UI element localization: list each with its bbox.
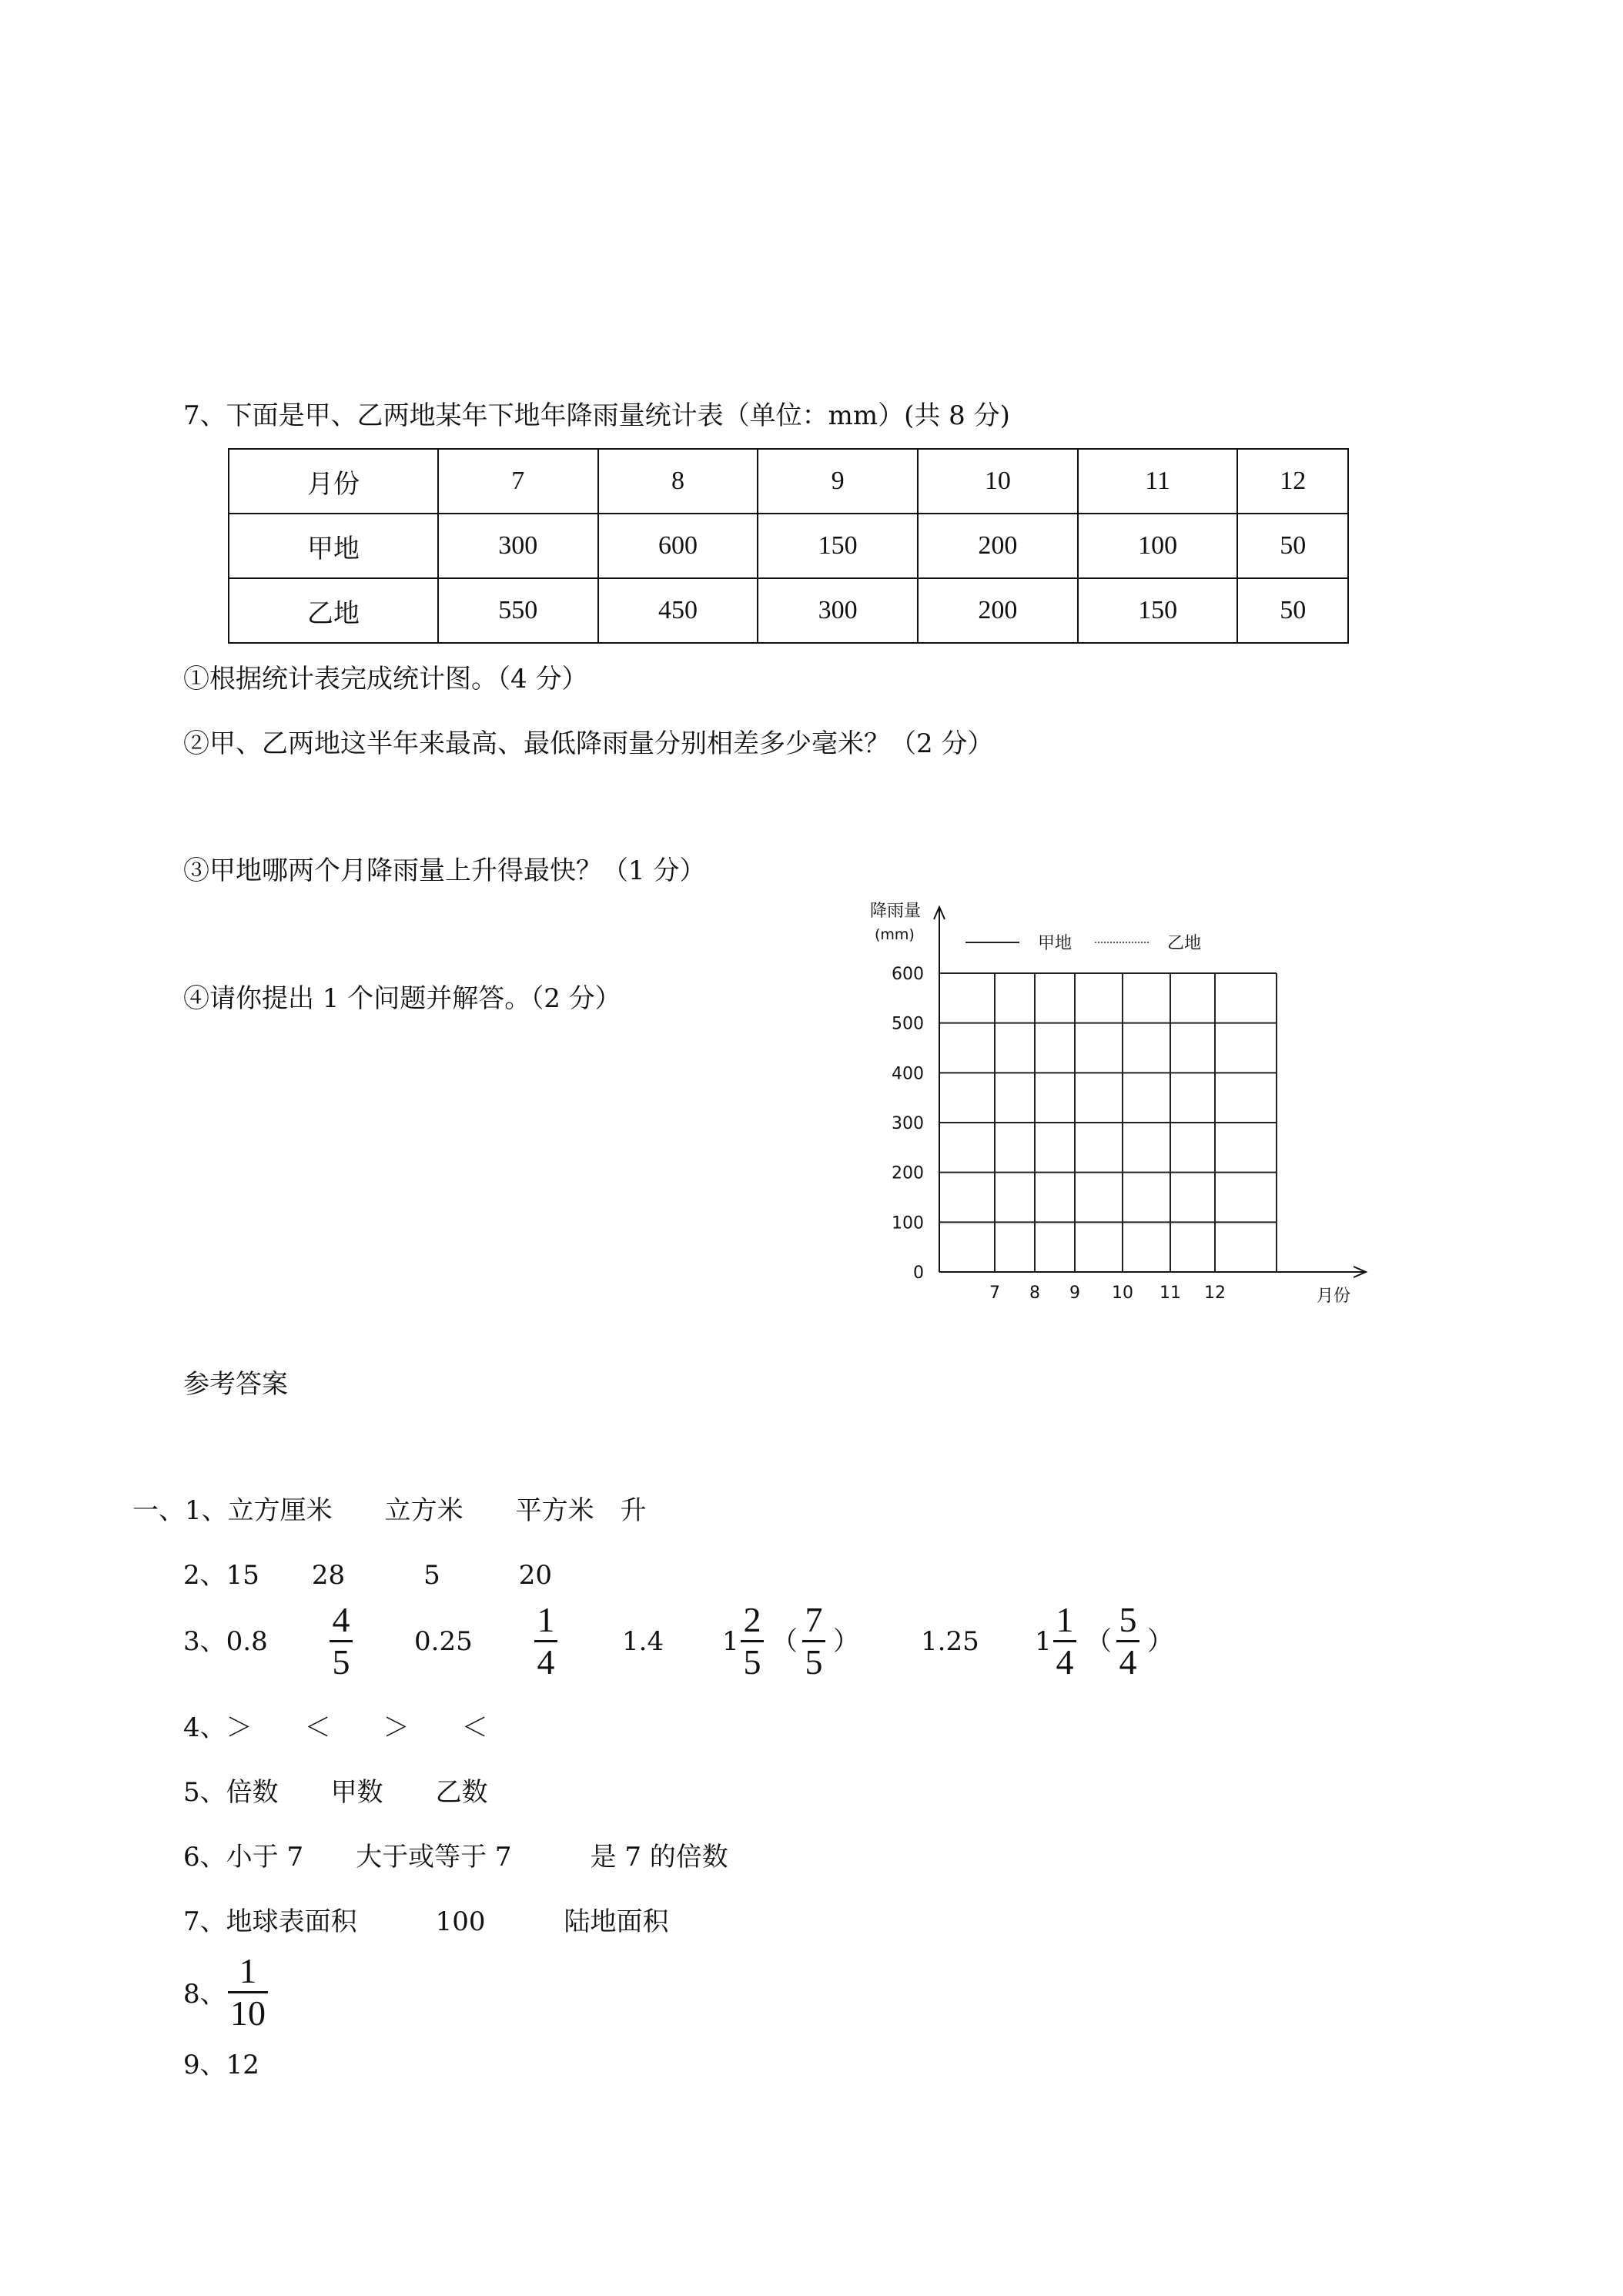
fraction [1053,1602,1076,1681]
rainfall-table [228,448,1349,644]
fraction-numerator: 2 [743,1600,761,1639]
table-row [229,449,1348,514]
table-cell: 9 [758,449,918,514]
answer-1: 一、1、立方厘米 立方米 平方米 升 [132,1495,647,1526]
table-cell: 7 [438,449,598,514]
fraction [741,1602,764,1681]
table-cell: 12 [1237,449,1348,514]
paren-close: ） [1147,1626,1173,1657]
answers-heading: 参考答案 [183,1369,288,1400]
answer-5: 5、倍数 甲数 乙数 [183,1777,488,1808]
mixed-number-whole: 1 [722,1626,739,1657]
x-tick-label: 11 [1160,1284,1181,1303]
fraction [228,1953,268,2032]
answer-8-prefix: 8、 [183,1979,226,2010]
legend-label: 甲地 [1038,934,1073,953]
sub-question-1: ①根据统计表完成统计图。（4 分） [183,664,588,694]
answer-9: 9、12 [183,2050,259,2080]
y-axis-label: 降雨量 [870,902,922,921]
rainfall-chart [862,893,1386,1309]
sub-question-3: ③甲地哪两个月降雨量上升得最快？（1 分） [183,855,706,886]
fraction-denominator: 5 [332,1642,350,1682]
sub-question-2: ②甲、乙两地这半年来最高、最低降雨量分别相差多少毫米？（2 分） [183,728,994,759]
answer-7: 7、地球表面积 100 陆地面积 [183,1906,669,1937]
x-tick-label: 8 [1029,1284,1040,1303]
table-row [229,514,1348,578]
fraction-denominator: 4 [1119,1642,1137,1682]
answer-3-prefix: 3、0.8 [183,1626,268,1657]
table-cell: 100 [1078,514,1238,578]
fraction-denominator: 10 [230,1993,266,2033]
paren-open: （ [771,1626,798,1657]
y-tick-label: 400 [892,1064,924,1084]
fraction-denominator: 5 [743,1642,761,1682]
fraction-denominator: 5 [805,1642,823,1682]
sub-question-4: ④请你提出 1 个问题并解答。（2 分） [183,983,621,1014]
paren-open: （ [1086,1626,1112,1657]
table-cell: 200 [918,578,1078,643]
table-cell: 10 [918,449,1078,514]
fraction-denominator: 4 [537,1642,555,1682]
y-tick-label: 600 [892,965,924,984]
answer-3-value: 1.25 [921,1626,979,1657]
y-axis-unit: (mm) [875,926,915,943]
table-cell: 8 [598,449,758,514]
fraction [1116,1602,1139,1681]
x-axis-label: 月份 [1317,1287,1351,1306]
table-cell: 300 [758,578,918,643]
table-cell: 150 [758,514,918,578]
y-tick-label: 500 [892,1014,924,1034]
fraction [330,1602,353,1681]
table-cell: 50 [1237,514,1348,578]
table-row-label: 乙地 [229,578,438,643]
table-row-label: 甲地 [229,514,438,578]
table-cell: 11 [1078,449,1238,514]
y-tick-label: 300 [892,1114,924,1133]
table-cell: 600 [598,514,758,578]
x-tick-label: 10 [1112,1284,1133,1303]
table-cell: 200 [918,514,1078,578]
table-header-label: 月份 [229,449,438,514]
x-tick-label: 9 [1069,1284,1080,1303]
x-tick-label: 12 [1204,1284,1226,1303]
answer-4: 4、＞ ＜ ＞ ＜ [183,1712,488,1743]
fraction-numerator: 7 [805,1600,823,1639]
legend-label: 乙地 [1167,934,1202,953]
x-tick-label: 7 [989,1284,1000,1303]
answer-6: 6、小于 7 大于或等于 7 是 7 的倍数 [183,1842,728,1873]
fraction-numerator: 4 [332,1600,350,1639]
y-tick-label: 200 [892,1163,924,1183]
paren-close: ） [833,1626,859,1657]
answer-2: 2、15 28 5 20 [183,1560,553,1591]
table-cell: 450 [598,578,758,643]
y-tick-label: 100 [892,1213,924,1233]
mixed-number-whole: 1 [1035,1626,1052,1657]
fraction-numerator: 1 [537,1600,555,1639]
fraction-numerator: 1 [1056,1600,1074,1639]
fraction [802,1602,825,1681]
fraction [534,1602,557,1681]
table-cell: 550 [438,578,598,643]
answer-3-value: 0.25 [414,1626,473,1657]
fraction-numerator: 1 [239,1951,257,1990]
question-title: 7、下面是甲、乙两地某年下地年降雨量统计表（单位：mm）(共 8 分) [183,400,1010,431]
y-tick-label: 0 [913,1263,924,1283]
table-row [229,578,1348,643]
fraction-denominator: 4 [1056,1642,1074,1682]
table-cell: 50 [1237,578,1348,643]
table-cell: 300 [438,514,598,578]
answer-3-value: 1.4 [622,1626,664,1657]
table-cell: 150 [1078,578,1238,643]
fraction-numerator: 5 [1119,1600,1137,1639]
